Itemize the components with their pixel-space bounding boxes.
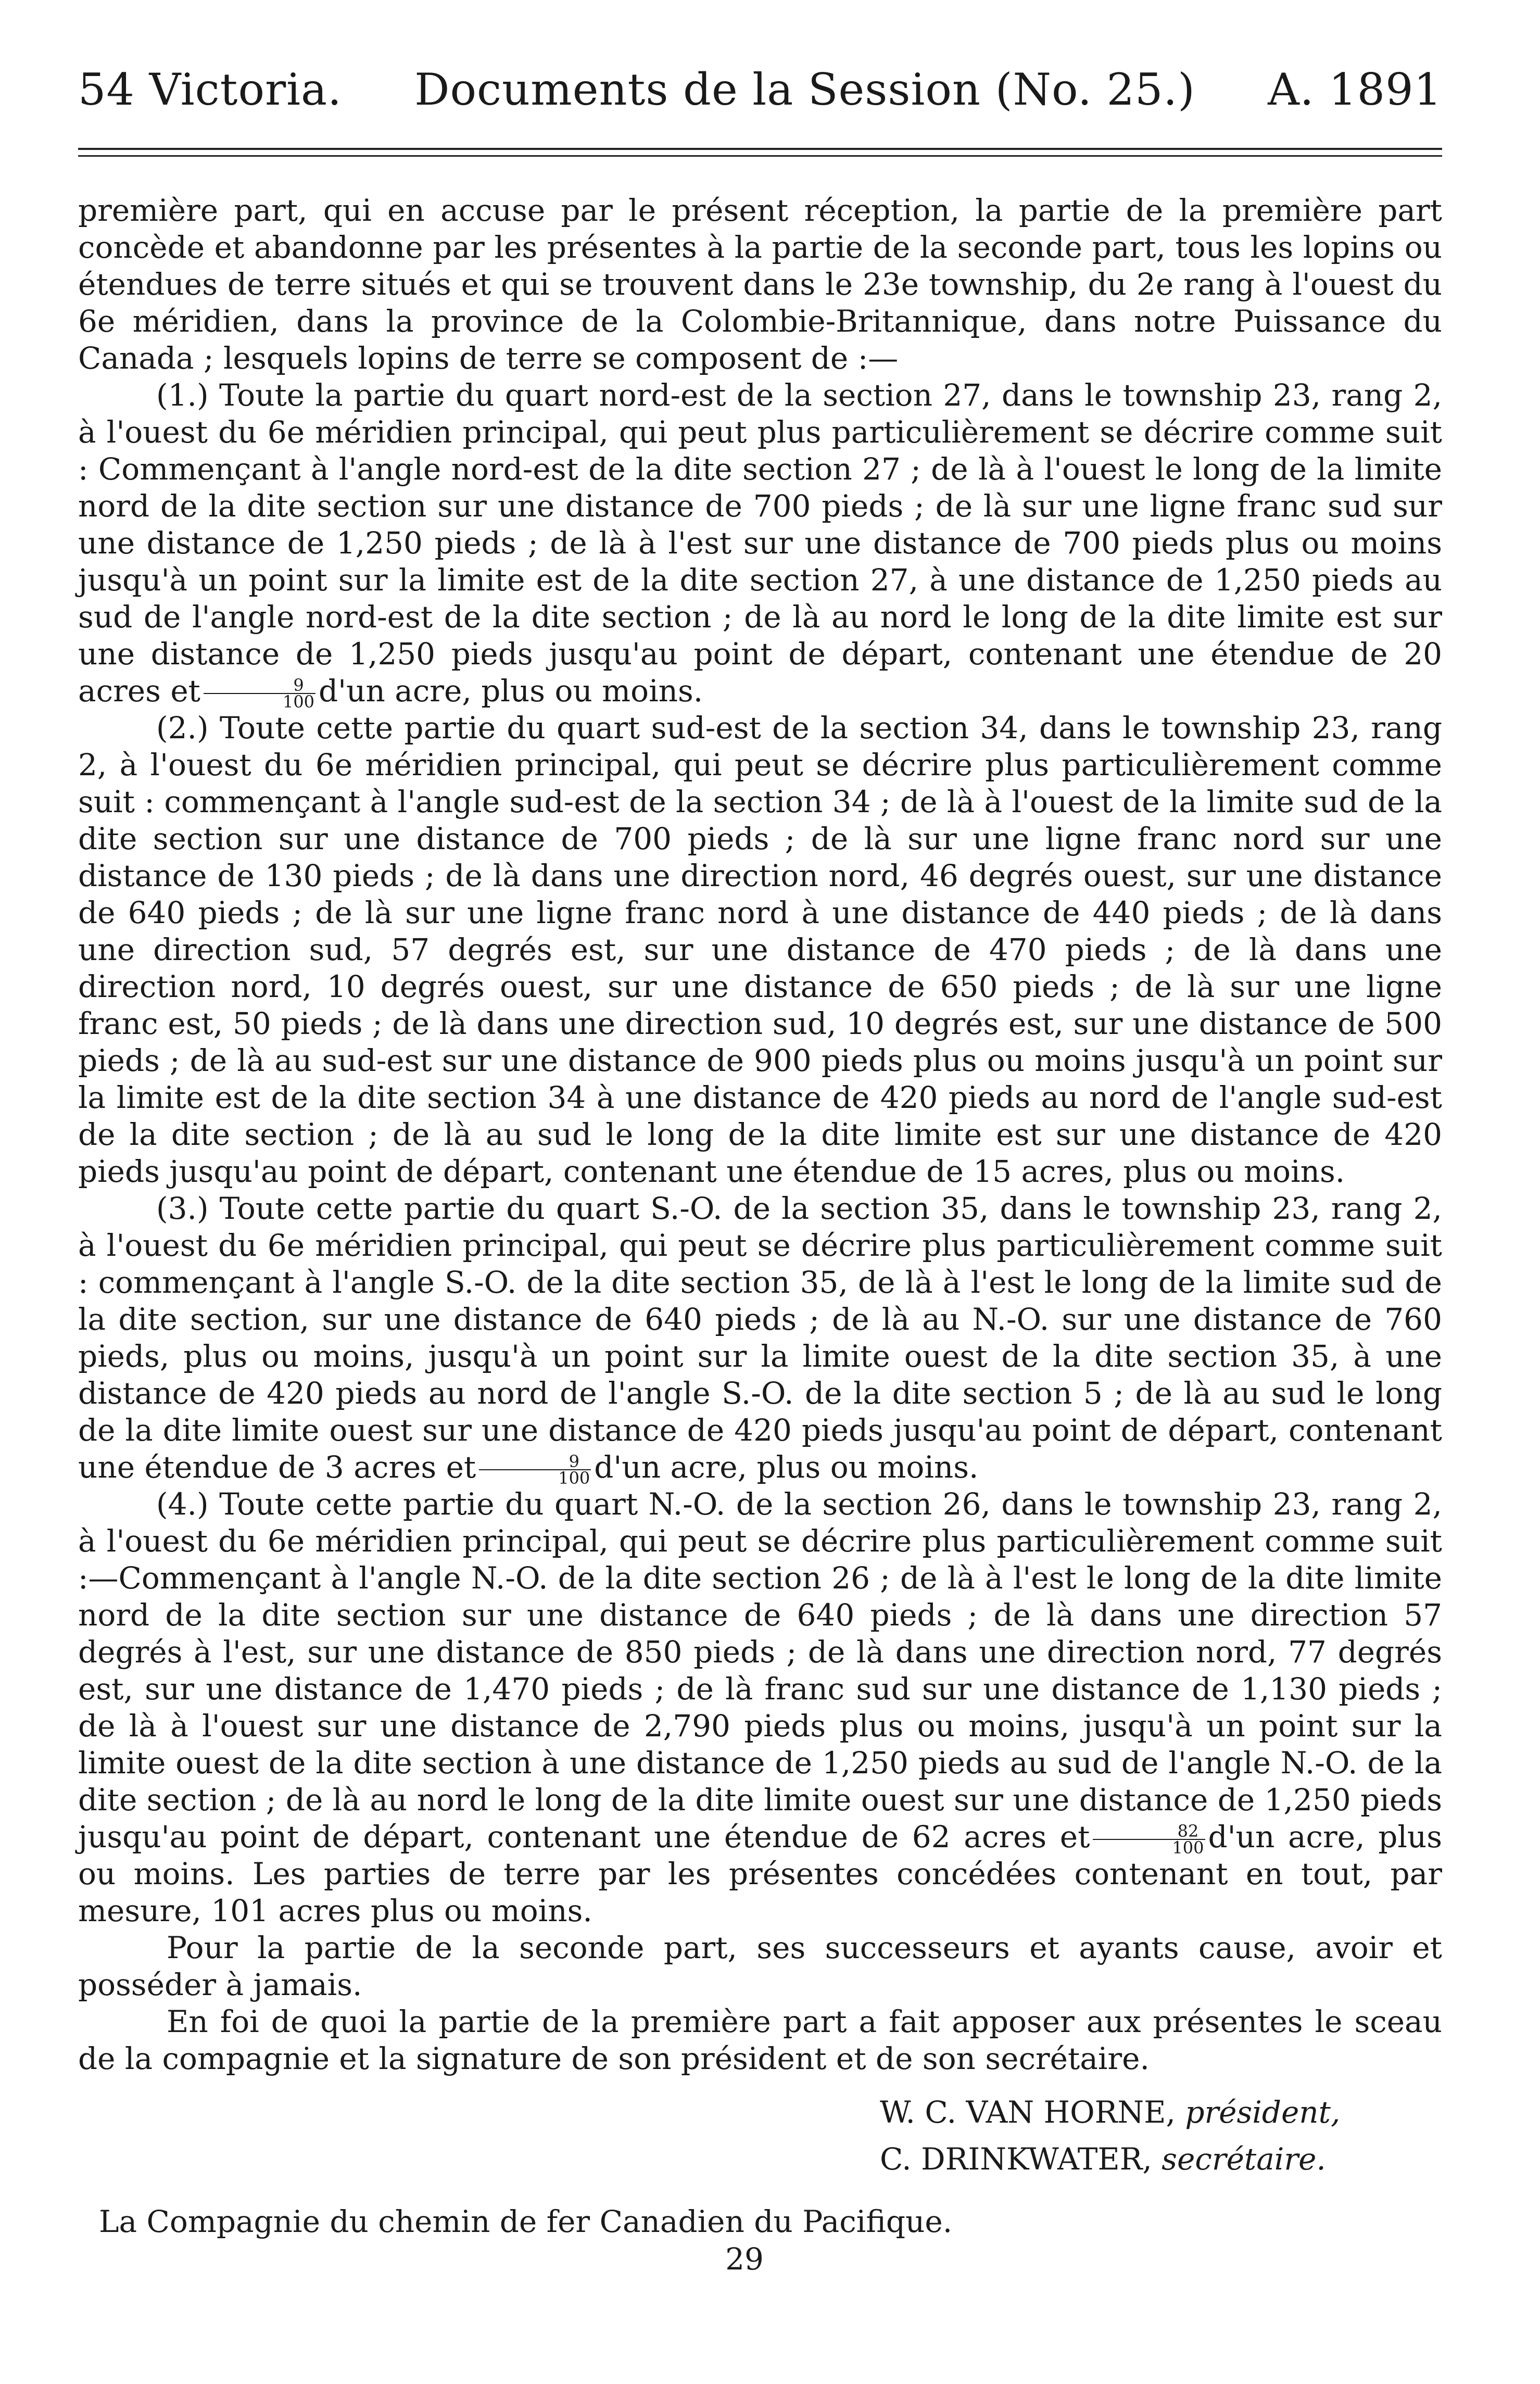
signatory-name: C. DRINKWATER,	[880, 2141, 1152, 2177]
parcel-1-fraction-denominator: 100	[282, 691, 315, 712]
parcel-3-fraction	[479, 1451, 591, 1488]
page-header	[78, 64, 1442, 115]
parcel-4-fraction-denominator: 100	[1172, 1837, 1204, 1858]
parcel-4-fraction	[1093, 1823, 1205, 1856]
parcel-4-fraction-numerator: 82	[1093, 1823, 1205, 1840]
signature-block	[78, 2089, 1442, 2183]
signatory-role: président,	[1185, 2095, 1341, 2130]
header-year: A. 1891	[1268, 64, 1442, 115]
parcel-4-text: (4.) Toute cette partie du quart N.-O. de la section 26, dans le township 23, rang 2, à l'ouest du 6e méridien principal, qui peut se décrire plus particulièrement comme suit :—Commençant à l'angle N.-O. de la dite section 26 ; de là à l'est le long de la dite limite nord de la dite section sur une distance de 640 pieds ; de là dans une direction 57 degrés à l'est, sur une distance de 850 pieds ; de là dans une direction nord, 77 degrés est, sur une distance de 1,470 pieds ; de là franc sud sur une distance de 1,130 pieds ; de là à l'ouest sur une distance de 2,790 pieds plus ou moins, jusqu'à un point sur la limite ouest de la dite section à une distance de 1,250 pieds au sud de l'angle N.-O. de la dite section ; de là au nord le long de la dite limite ouest sur une distance de 1,250 pieds jusqu'au point de départ, contenant une étendue de 62 acres et	[78, 1486, 1442, 1855]
parcel-3-text: (3.) Toute cette partie du quart S.-O. de la section 35, dans le township 23, rang 2, à l'ouest du 6e méridien principal, qui peut se décrire plus particulièrement comme suit : commençant à l'angle S.-O. de la dite section 35, de là à l'est le long de la limite sud de la dite section, sur une distance de 640 pieds ; de là au N.-O. sur une distance de 760 pieds, plus ou moins, jusqu'à un point sur la limite ouest de la dite section 35, à une distance de 420 pieds au nord de l'angle S.-O. de la dite section 5 ; de là au sud le long de la dite limite ouest sur une distance de 420 pieds jusqu'au point de départ, contenant une étendue de 3 acres et	[78, 1191, 1442, 1485]
signatory-role: secrétaire.	[1162, 2141, 1326, 2177]
witness-paragraph: En foi de quoi la partie de la première part a fait apposer aux présentes le sceau de la compagnie et la signature de son président et de son secrétaire.	[78, 2004, 1442, 2076]
parcel-1-tail: d'un acre, plus ou moins.	[319, 673, 703, 709]
parcel-1-fraction	[204, 677, 315, 710]
parcel-3-paragraph	[78, 1190, 1442, 1486]
parcel-3-fraction-numerator: 9	[479, 1454, 591, 1470]
parcel-4-paragraph	[78, 1486, 1442, 1929]
parcel-3-fraction-denominator: 100	[558, 1468, 590, 1488]
company-name: La Compagnie du chemin de fer Canadien du Pacifique.	[99, 2204, 953, 2239]
parcel-1-text: (1.) Toute la partie du quart nord-est de la section 27, dans le township 23, rang 2, à l'ouest du 6e méridien principal, qui peut plus particulièrement se décrire comme suit : Commençant à l'angle nord-est de la dite section 27 ; de là à l'ouest le long de la limite nord de la dite section sur une distance de 700 pieds ; de là sur une ligne franc sud sur une distance de 1,250 pieds ; de là à l'est sur une distance de 700 pieds plus ou moins jusqu'à un point sur la limite est de la dite section 27, à une distance de 1,250 pieds au sud de l'angle nord-est de la dite section ; de là au nord le long de la dite limite est sur une distance de 1,250 pieds jusqu'au point de départ, contenant une étendue de 20 acres et	[78, 377, 1442, 709]
intro-paragraph: première part, qui en accuse par le présent réception, la partie de la première part concède et abandonne par les présentes à la partie de la seconde part, tous les lopins ou étendues de terre situés et qui se trouvent dans le 23e township, du 2e rang à l'ouest du 6e méridien, dans la province de la Colombie-Britannique, dans notre Puissance du Canada ; lesquels lopins de terre se composent de :—	[78, 193, 1442, 376]
document-body	[78, 192, 1442, 2077]
signatory-name: W. C. VAN HORNE,	[880, 2095, 1176, 2130]
document-page	[78, 64, 1442, 2277]
signature-secretary	[880, 2136, 1442, 2183]
header-rule-second	[78, 155, 1442, 157]
header-regnal-year: 54 Victoria.	[78, 64, 342, 115]
parcel-4-tail: d'un acre, plus ou moins. Les parties de terre par les présentes concédées contenant en tout, par mesure, 101 acres plus ou moins.	[78, 1819, 1442, 1928]
header-title: Documents de la Session (No. 25.)	[414, 64, 1195, 115]
header-rule	[78, 148, 1442, 150]
parcel-1-paragraph	[78, 377, 1442, 710]
parcel-1-fraction-numerator: 9	[204, 677, 315, 694]
parcel-2-paragraph: (2.) Toute cette partie du quart sud-est de la section 34, dans le township 23, rang 2, à l'ouest du 6e méridien principal, qui peut se décrire plus particulièrement comme suit : commençant à l'angle sud-est de la section 34 ; de là à l'ouest de la limite sud de la dite section sur une distance de 700 pieds ; de là sur une ligne franc nord sur une distance de 130 pieds ; de là dans une direction nord, 46 degrés ouest, sur une distance de 640 pieds ; de là sur une ligne franc nord à une distance de 440 pieds ; de là dans une direction sud, 57 degrés est, sur une distance de 470 pieds ; de là dans une direction nord, 10 degrés ouest, sur une distance de 650 pieds ; de là sur une ligne franc est, 50 pieds ; de là dans une direction sud, 10 degrés est, sur une distance de 500 pieds ; de là au sud-est sur une distance de 900 pieds plus ou moins jusqu'à un point sur la limite est de la dite section 34 à une distance de 420 pieds au nord de l'angle sud-est de la dite section ; de là au sud le long de la dite limite est sur une distance de 420 pieds jusqu'au point de départ, contenant une étendue de 15 acres, plus ou moins.	[78, 710, 1442, 1189]
parcel-3-tail: d'un acre, plus ou moins.	[594, 1449, 979, 1485]
page-number: 29	[725, 2241, 764, 2277]
signature-president	[880, 2089, 1442, 2136]
habendum-paragraph: Pour la partie de la seconde part, ses successeurs et ayants cause, avoir et posséder à jamais.	[78, 1930, 1442, 2002]
